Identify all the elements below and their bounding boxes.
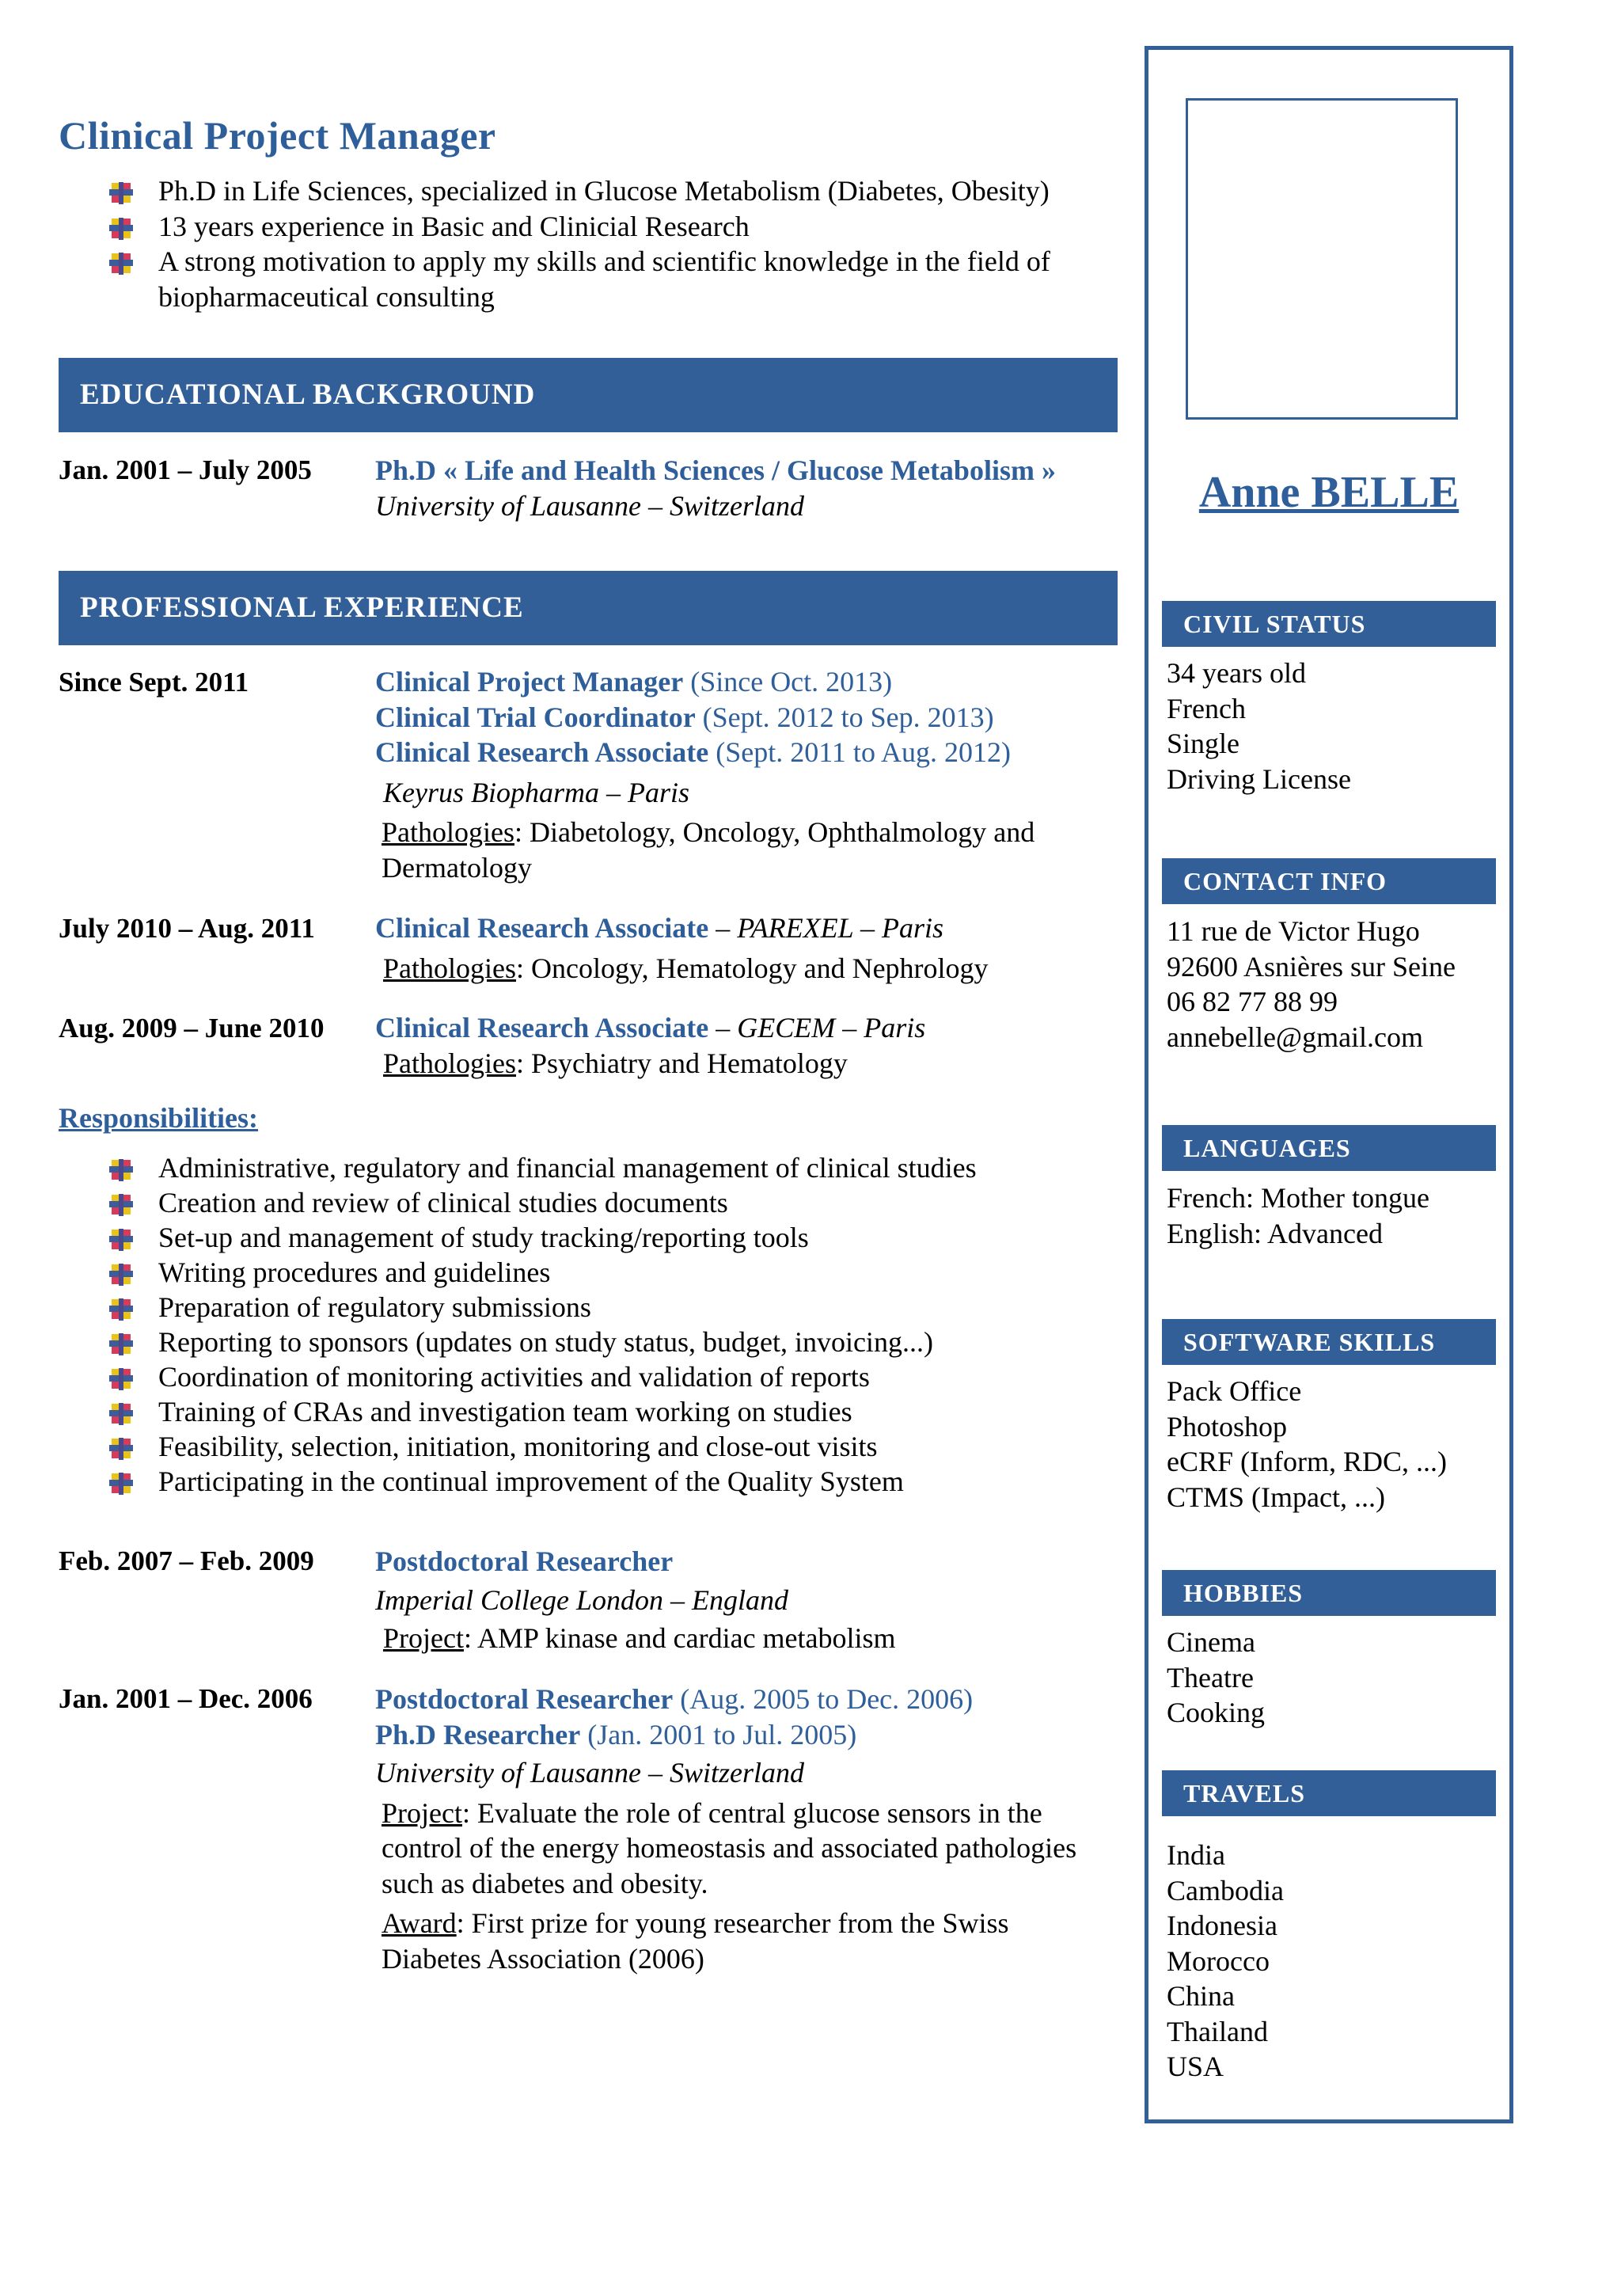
field-label: Award [382, 1907, 457, 1939]
list-item: Cambodia [1167, 1874, 1284, 1906]
list-item: Indonesia [1167, 1910, 1277, 1941]
languages-list [1167, 1180, 1507, 1251]
bullet-icon [109, 1298, 133, 1321]
pathologies [375, 951, 1119, 986]
bullet-icon [109, 1333, 133, 1355]
section-heading-software: SOFTWARE SKILLS [1162, 1319, 1496, 1365]
list-item: China [1167, 1980, 1235, 2012]
pathologies [375, 1046, 1119, 1081]
field-label: Project [382, 1796, 462, 1829]
job-entry [375, 1544, 1119, 1656]
section-heading-languages: LANGUAGES [1162, 1125, 1496, 1171]
software-list [1167, 1374, 1507, 1515]
bullet-icon [109, 218, 133, 240]
list-item-text: Reporting to sponsors (updates on study status, budget, invoicing...) [158, 1326, 933, 1358]
bullet-icon [109, 1473, 133, 1495]
address-line: 11 rue de Victor Hugo [1167, 915, 1420, 947]
company-name: Keyrus Biopharma – Paris [383, 776, 689, 808]
address-line: 92600 Asnières sur Seine [1167, 950, 1456, 983]
list-item: Single [1167, 728, 1240, 759]
list-item [109, 1359, 1114, 1394]
company-name: Imperial College London – England [375, 1583, 788, 1616]
list-item [109, 1220, 1114, 1255]
list-item-text: Administrative, regulatory and financial management of clinical studies [158, 1152, 977, 1184]
role-period: (Jan. 2001 to Jul. 2005) [580, 1718, 857, 1751]
section-heading-hobbies: HOBBIES [1162, 1570, 1496, 1616]
bullet-icon [109, 182, 133, 204]
bullet-icon [109, 1368, 133, 1390]
job-entry [375, 910, 1119, 986]
list-item-text: Preparation of regulatory submissions [158, 1291, 591, 1323]
role-title: Clinical Research Associate [375, 912, 709, 944]
role-period: (Sept. 2011 to Aug. 2012) [708, 736, 1011, 768]
job-entry [375, 1682, 1119, 1976]
role-period: (Since Oct. 2013) [683, 666, 893, 698]
list-item: Pack Office [1167, 1375, 1302, 1407]
list-item: Thailand [1167, 2015, 1268, 2047]
responsibilities-label: Responsibilities: [59, 1102, 259, 1134]
list-item-text: Ph.D in Life Sciences, specialized in Glucose Metabolism (Diabetes, Obesity) [158, 175, 1050, 207]
list-item: French: Mother tongue [1167, 1182, 1429, 1214]
job-entry [375, 664, 1119, 885]
section-heading-civil-status: CIVIL STATUS [1162, 601, 1496, 647]
phone-number: 06 82 77 88 99 [1167, 986, 1338, 1017]
field-value: : Oncology, Hematology and Nephrology [516, 952, 989, 984]
bullet-icon [109, 1438, 133, 1460]
list-item: Theatre [1167, 1661, 1254, 1693]
degree-title: Ph.D « Life and Health Sciences / Glucose Metabolism » [375, 454, 1056, 486]
section-heading-contact: CONTACT INFO [1162, 858, 1496, 904]
company-name: – GECEM – Paris [708, 1012, 926, 1043]
list-item: India [1167, 1839, 1225, 1871]
role-title: Clinical Project Manager [375, 666, 684, 698]
role-title: Postdoctoral Researcher [375, 1545, 674, 1577]
field-value: : AMP kinase and cardiac metabolism [463, 1622, 896, 1654]
list-item [109, 1429, 1114, 1464]
list-item [109, 173, 1114, 209]
list-item [109, 1150, 1114, 1185]
list-item-text: Training of CRAs and investigation team working on studies [158, 1396, 852, 1427]
bullet-icon [109, 1159, 133, 1181]
travels-list [1167, 1838, 1507, 2085]
list-item: Morocco [1167, 1944, 1270, 1977]
entry-date: Feb. 2007 – Feb. 2009 [59, 1545, 314, 1576]
bullet-icon [109, 1229, 133, 1251]
list-item: Photoshop [1167, 1410, 1288, 1443]
list-item: English: Advanced [1167, 1217, 1383, 1249]
role-title: Clinical Trial Coordinator [375, 701, 696, 733]
entry-date: Jan. 2001 – Dec. 2006 [59, 1683, 313, 1714]
list-item: CTMS (Impact, ...) [1167, 1481, 1385, 1513]
entry-date: July 2010 – Aug. 2011 [59, 913, 315, 944]
photo-placeholder [1186, 98, 1458, 420]
field-value: : Diabetology, Oncology, Ophthalmology and Dermatology [382, 816, 1035, 884]
list-item: Driving License [1167, 762, 1351, 795]
role-title: Postdoctoral Researcher [375, 1683, 674, 1715]
list-item-text: Participating in the continual improvement of the Quality System [158, 1465, 904, 1497]
email-link[interactable]: annebelle@gmail.com [1167, 1021, 1424, 1053]
role-period: (Aug. 2005 to Dec. 2006) [673, 1683, 974, 1715]
field-value: : Psychiatry and Hematology [516, 1047, 848, 1079]
list-item [109, 1255, 1114, 1290]
project [375, 1621, 1119, 1656]
civil-status-list [1167, 656, 1507, 796]
list-item: Cinema [1167, 1626, 1255, 1658]
bullet-icon [109, 1194, 133, 1216]
list-item [109, 1290, 1114, 1325]
summary-list [109, 173, 1114, 314]
role-period: (Sept. 2012 to Sep. 2013) [695, 701, 994, 733]
list-item-text: Coordination of monitoring activities and validation of reports [158, 1361, 870, 1393]
list-item-text: Writing procedures and guidelines [158, 1256, 551, 1288]
job-entry [375, 1010, 1119, 1081]
bullet-icon [109, 1264, 133, 1286]
list-item: USA [1167, 2051, 1224, 2082]
field-value: : First prize for young researcher from the Swiss Diabetes Association (2006) [382, 1907, 1009, 1975]
field-label: Project [383, 1622, 464, 1654]
entry-date: Aug. 2009 – June 2010 [59, 1013, 325, 1043]
role-title: Ph.D Researcher [375, 1718, 581, 1751]
role-title: Clinical Research Associate [375, 736, 709, 768]
field-label: Pathologies [383, 1047, 516, 1079]
entry-date: Jan. 2001 – July 2005 [59, 454, 312, 485]
project [375, 1796, 1110, 1902]
role-title: Clinical Research Associate [375, 1012, 709, 1043]
list-item [109, 1464, 1114, 1499]
list-item: 34 years old [1167, 657, 1306, 689]
list-item: eCRF (Inform, RDC, ...) [1167, 1446, 1447, 1477]
list-item-text: Set-up and management of study tracking/reporting tools [158, 1222, 809, 1253]
field-label: Pathologies [382, 816, 514, 848]
list-item [109, 244, 1114, 314]
section-heading-education: EDUCATIONAL BACKGROUND [59, 358, 1118, 432]
list-item-text: Creation and review of clinical studies documents [158, 1187, 728, 1218]
list-item: French [1167, 692, 1246, 724]
hobbies-list [1167, 1625, 1507, 1731]
award [375, 1906, 1078, 1976]
entry-date: Since Sept. 2011 [59, 667, 249, 698]
company-name: University of Lausanne – Switzerland [375, 1757, 804, 1789]
school-name: University of Lausanne – Switzerland [375, 489, 804, 522]
bullet-icon [109, 253, 133, 275]
list-item: Cooking [1167, 1697, 1266, 1728]
candidate-name: Anne BELLE [1198, 468, 1460, 517]
list-item [109, 1185, 1114, 1220]
page-title: Clinical Project Manager [59, 113, 496, 158]
list-item-text: Feasibility, selection, initiation, monitoring and close-out visits [158, 1431, 878, 1462]
section-heading-travels: TRAVELS [1162, 1770, 1496, 1816]
pathologies [375, 815, 1086, 885]
field-label: Pathologies [383, 952, 516, 984]
company-name: – PAREXEL – Paris [708, 912, 943, 944]
list-item [109, 209, 1114, 245]
section-heading-experience: PROFESSIONAL EXPERIENCE [59, 571, 1118, 645]
contact-list [1167, 914, 1507, 1055]
bullet-icon [109, 1403, 133, 1425]
education-entry [375, 453, 1119, 523]
list-item-text: A strong motivation to apply my skills and scientific knowledge in the field of biopharmaceutical consulting [158, 245, 1050, 313]
list-item [109, 1394, 1114, 1429]
responsibilities-list [109, 1150, 1114, 1499]
list-item [109, 1325, 1114, 1359]
list-item-text: 13 years experience in Basic and Clinicial Research [158, 210, 750, 242]
field-value: : Evaluate the role of central glucose sensors in the control of the energy homeostasis and associated pathologies such as diabetes and obesity. [382, 1796, 1077, 1899]
